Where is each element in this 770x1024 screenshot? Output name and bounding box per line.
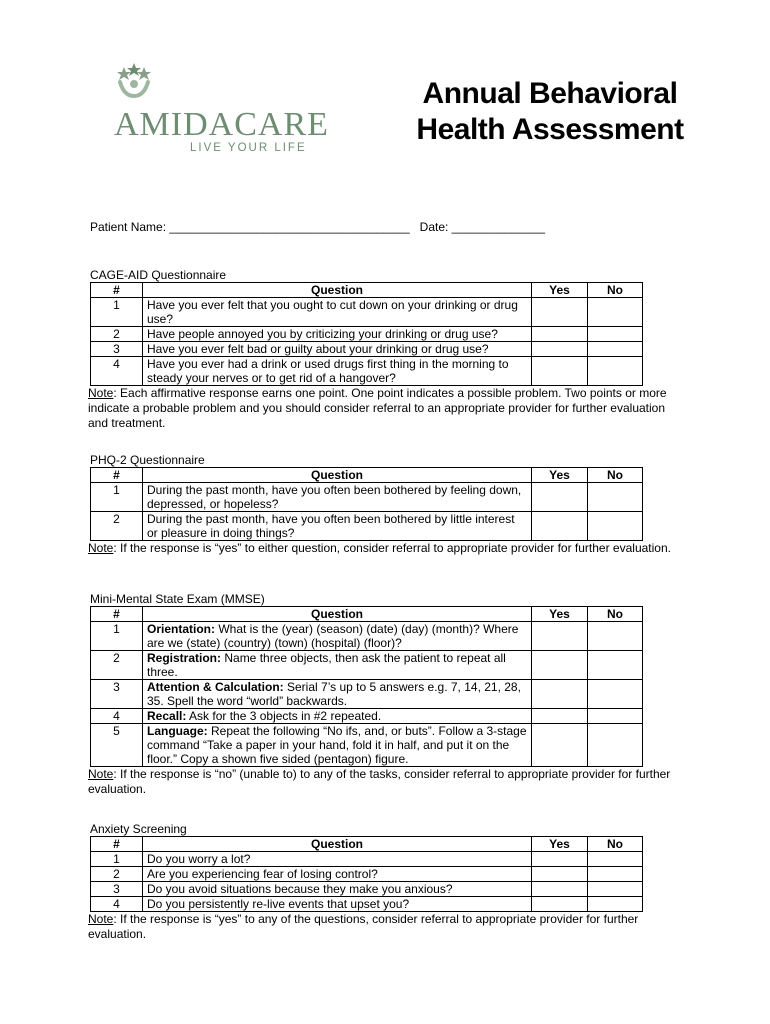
note-text: : If the response is “no” (unable to) to any of the tasks, consider referral to appropriate provider for further evaluation. xyxy=(88,767,671,796)
row-num: 1 xyxy=(91,622,143,651)
yes-cell[interactable] xyxy=(532,867,588,882)
yes-cell[interactable] xyxy=(532,342,588,357)
no-cell[interactable] xyxy=(588,512,643,541)
note-text: : If the response is “yes” to any of the questions, consider referral to appropriate provider for further evaluation. xyxy=(88,912,639,941)
no-cell[interactable] xyxy=(588,897,643,912)
logo-tagline: LIVE YOUR LIFE xyxy=(190,142,307,154)
row-text: Ask for the 3 objects in #2 repeated. xyxy=(186,709,382,723)
table-row xyxy=(91,342,643,357)
header-question: Question xyxy=(143,283,532,298)
row-question xyxy=(143,651,532,680)
row-num: 3 xyxy=(91,342,143,357)
row-question: Do you avoid situations because they make you anxious? xyxy=(143,882,532,897)
no-cell[interactable] xyxy=(588,852,643,867)
no-cell[interactable] xyxy=(588,357,643,386)
header-num: # xyxy=(91,283,143,298)
row-question: Have you ever had a drink or used drugs first thing in the morning to steady your nerves or to get rid of a hangover? xyxy=(143,357,532,386)
cage-aid-title: CAGE-AID Questionnaire xyxy=(90,268,227,282)
row-text: Repeat the following “No ifs, and, or buts”. Follow a 3-stage command “Take a paper in your hand, fold it in half, and put it on the floor.” Copy a shown five sided (pentagon) figure. xyxy=(147,724,527,766)
patient-name-field[interactable]: Patient Name: ____________________________________ xyxy=(90,220,410,234)
phq2-title: PHQ-2 Questionnaire xyxy=(90,453,205,467)
table-row xyxy=(91,882,643,897)
anxiety-section xyxy=(90,822,680,942)
row-question xyxy=(143,622,532,651)
header-question: Question xyxy=(143,468,532,483)
note-text: : Each affirmative response earns one point. One point indicates a possible problem. Two points or more indicate a probable problem and you should consider referral to an appropriate provider for further evaluation and treatment. xyxy=(88,386,667,430)
table-row xyxy=(91,512,643,541)
header-no: No xyxy=(588,837,643,852)
row-num: 4 xyxy=(91,357,143,386)
header-no: No xyxy=(588,468,643,483)
mmse-section xyxy=(90,592,680,797)
cage-aid-note xyxy=(88,386,678,431)
no-cell[interactable] xyxy=(588,622,643,651)
phq2-note xyxy=(88,541,678,556)
table-row xyxy=(91,709,643,724)
row-question xyxy=(143,724,532,767)
row-num: 3 xyxy=(91,882,143,897)
phq2-table xyxy=(90,467,643,541)
row-label: Attention & Calculation: xyxy=(147,680,284,694)
row-num: 2 xyxy=(91,651,143,680)
yes-cell[interactable] xyxy=(532,327,588,342)
row-num: 4 xyxy=(91,897,143,912)
no-cell[interactable] xyxy=(588,724,643,767)
row-num: 3 xyxy=(91,680,143,709)
note-label: Note xyxy=(88,767,114,781)
table-row xyxy=(91,651,643,680)
row-num: 2 xyxy=(91,327,143,342)
cage-aid-table xyxy=(90,282,643,386)
yes-cell[interactable] xyxy=(532,357,588,386)
header-yes: Yes xyxy=(532,607,588,622)
yes-cell[interactable] xyxy=(532,298,588,327)
yes-cell[interactable] xyxy=(532,709,588,724)
yes-cell[interactable] xyxy=(532,622,588,651)
note-text: : If the response is “yes” to either question, consider referral to appropriate provider for further evaluation. xyxy=(113,541,671,555)
row-question: Are you experiencing fear of losing control? xyxy=(143,867,532,882)
table-row xyxy=(91,327,643,342)
no-cell[interactable] xyxy=(588,327,643,342)
table-row xyxy=(91,897,643,912)
phq2-section xyxy=(90,453,680,556)
table-row xyxy=(91,357,643,386)
row-num: 2 xyxy=(91,512,143,541)
yes-cell[interactable] xyxy=(532,651,588,680)
title-line-2: Health Assessment xyxy=(416,113,684,146)
row-label: Recall: xyxy=(147,709,187,723)
page-title xyxy=(400,76,700,148)
no-cell[interactable] xyxy=(588,709,643,724)
row-num: 2 xyxy=(91,867,143,882)
table-header-row xyxy=(91,468,643,483)
anxiety-table xyxy=(90,836,643,912)
header-yes: Yes xyxy=(532,283,588,298)
yes-cell[interactable] xyxy=(532,680,588,709)
cage-aid-section xyxy=(90,268,680,431)
date-field[interactable]: Date: ______________ xyxy=(419,220,546,234)
table-row xyxy=(91,867,643,882)
table-header-row xyxy=(91,837,643,852)
row-question: During the past month, have you often been bothered by feeling down, depressed, or hopeless? xyxy=(143,483,532,512)
row-question: During the past month, have you often been bothered by little interest or pleasure in doing things? xyxy=(143,512,532,541)
no-cell[interactable] xyxy=(588,342,643,357)
mmse-note xyxy=(88,767,678,797)
title-line-1: Annual Behavioral xyxy=(422,77,678,110)
header-num: # xyxy=(91,837,143,852)
yes-cell[interactable] xyxy=(532,512,588,541)
logo-wordmark: AMIDACARE xyxy=(114,106,329,143)
header-yes: Yes xyxy=(532,837,588,852)
header-question: Question xyxy=(143,837,532,852)
yes-cell[interactable] xyxy=(532,483,588,512)
table-row xyxy=(91,724,643,767)
note-label: Note xyxy=(88,386,114,400)
row-num: 1 xyxy=(91,298,143,327)
header-question: Question xyxy=(143,607,532,622)
note-label: Note xyxy=(88,541,114,555)
mmse-title: Mini-Mental State Exam (MMSE) xyxy=(90,592,265,606)
row-question: Have you ever felt that you ought to cut down on your drinking or drug use? xyxy=(143,298,532,327)
header-yes: Yes xyxy=(532,468,588,483)
header-no: No xyxy=(588,607,643,622)
patient-info-line xyxy=(90,220,545,234)
row-label: Registration: xyxy=(147,651,222,665)
table-row xyxy=(91,680,643,709)
row-text: What is the (year) (season) (date) (day) (month)? Where are we (state) (country) (town) (hospital) (floor)? xyxy=(147,622,519,650)
header-num: # xyxy=(91,468,143,483)
row-question: Have people annoyed you by criticizing your drinking or drug use? xyxy=(143,327,532,342)
table-row xyxy=(91,298,643,327)
anxiety-title: Anxiety Screening xyxy=(90,822,187,836)
row-question: Do you persistently re-live events that upset you? xyxy=(143,897,532,912)
table-row xyxy=(91,622,643,651)
no-cell[interactable] xyxy=(588,867,643,882)
yes-cell[interactable] xyxy=(532,724,588,767)
row-label: Language: xyxy=(147,724,208,738)
row-text: Serial 7’s up to 5 answers e.g. 7, 14, 21, 28, 35. Spell the word “world” backwards. xyxy=(147,680,521,708)
row-question xyxy=(143,709,532,724)
table-header-row xyxy=(91,283,643,298)
note-label: Note xyxy=(88,912,114,926)
no-cell[interactable] xyxy=(588,882,643,897)
row-num: 4 xyxy=(91,709,143,724)
row-question: Do you worry a lot? xyxy=(143,852,532,867)
row-label: Orientation: xyxy=(147,622,215,636)
row-num: 5 xyxy=(91,724,143,767)
row-question: Have you ever felt bad or guilty about your drinking or drug use? xyxy=(143,342,532,357)
anxiety-note xyxy=(88,912,678,942)
header-num: # xyxy=(91,607,143,622)
row-question xyxy=(143,680,532,709)
row-text: Name three objects, then ask the patient to repeat all three. xyxy=(147,651,506,679)
no-cell[interactable] xyxy=(588,680,643,709)
row-num: 1 xyxy=(91,852,143,867)
no-cell[interactable] xyxy=(588,298,643,327)
table-row xyxy=(91,483,643,512)
yes-cell[interactable] xyxy=(532,852,588,867)
yes-cell[interactable] xyxy=(532,897,588,912)
table-header-row xyxy=(91,607,643,622)
yes-cell[interactable] xyxy=(532,882,588,897)
no-cell[interactable] xyxy=(588,651,643,680)
row-num: 1 xyxy=(91,483,143,512)
table-row xyxy=(91,852,643,867)
header-no: No xyxy=(588,283,643,298)
no-cell[interactable] xyxy=(588,483,643,512)
mmse-table xyxy=(90,606,643,767)
amidacare-logo xyxy=(108,62,338,162)
